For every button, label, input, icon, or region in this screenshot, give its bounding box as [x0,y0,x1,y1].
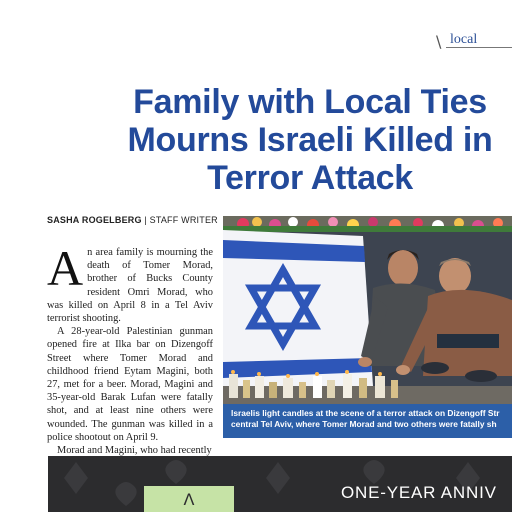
article-paragraph: Morad and Magini, who had recently [57,445,212,457]
article-body [47,240,213,457]
photo-caption-text: Israelis light candles at the scene of a terror attack on Dizengoff Str central Tel Aviv, where Tomer Morad and two others were fatally sh [231,408,500,429]
section-tag [436,30,512,50]
article-paragraph-text: n area family is mourning the death of Tomer Morad, brother of Bucks County resident Omri Morad, who was killed on April 8 in a Tel Aviv terrorist shooting. [47,247,213,325]
drop-cap: A [47,240,84,296]
chevron-logo-icon: Λ [183,490,195,509]
photo-caption [223,404,512,438]
article-paragraph [47,240,213,325]
section-label: local [450,32,478,47]
section-rule [446,47,512,48]
news-photo [223,216,512,438]
article-paragraph: A 28-year-old Palestinian gunman opened fire at Ilka bar on Dizengoff Street where Tomer Morad and childhood friend Eytam Magini, both 27, met for a beer. Morad, Magini and 35-year-old Barak Lufan were fatally shot, and at least nine others were wounded. The gunman was killed in a police shootout on April 9. [47,326,213,443]
advertisement-banner[interactable] [48,456,512,512]
byline [47,215,218,225]
ad-logo [144,486,234,512]
ad-title: ONE-YEAR ANNIV [341,483,497,502]
headline: Family with Local Ties Mourns Israeli Killed in Terror Attack [127,83,493,197]
byline-author: SASHA ROGELBERG [47,215,142,225]
section-slash: \ [436,32,442,51]
byline-role: | STAFF WRITER [141,215,218,225]
